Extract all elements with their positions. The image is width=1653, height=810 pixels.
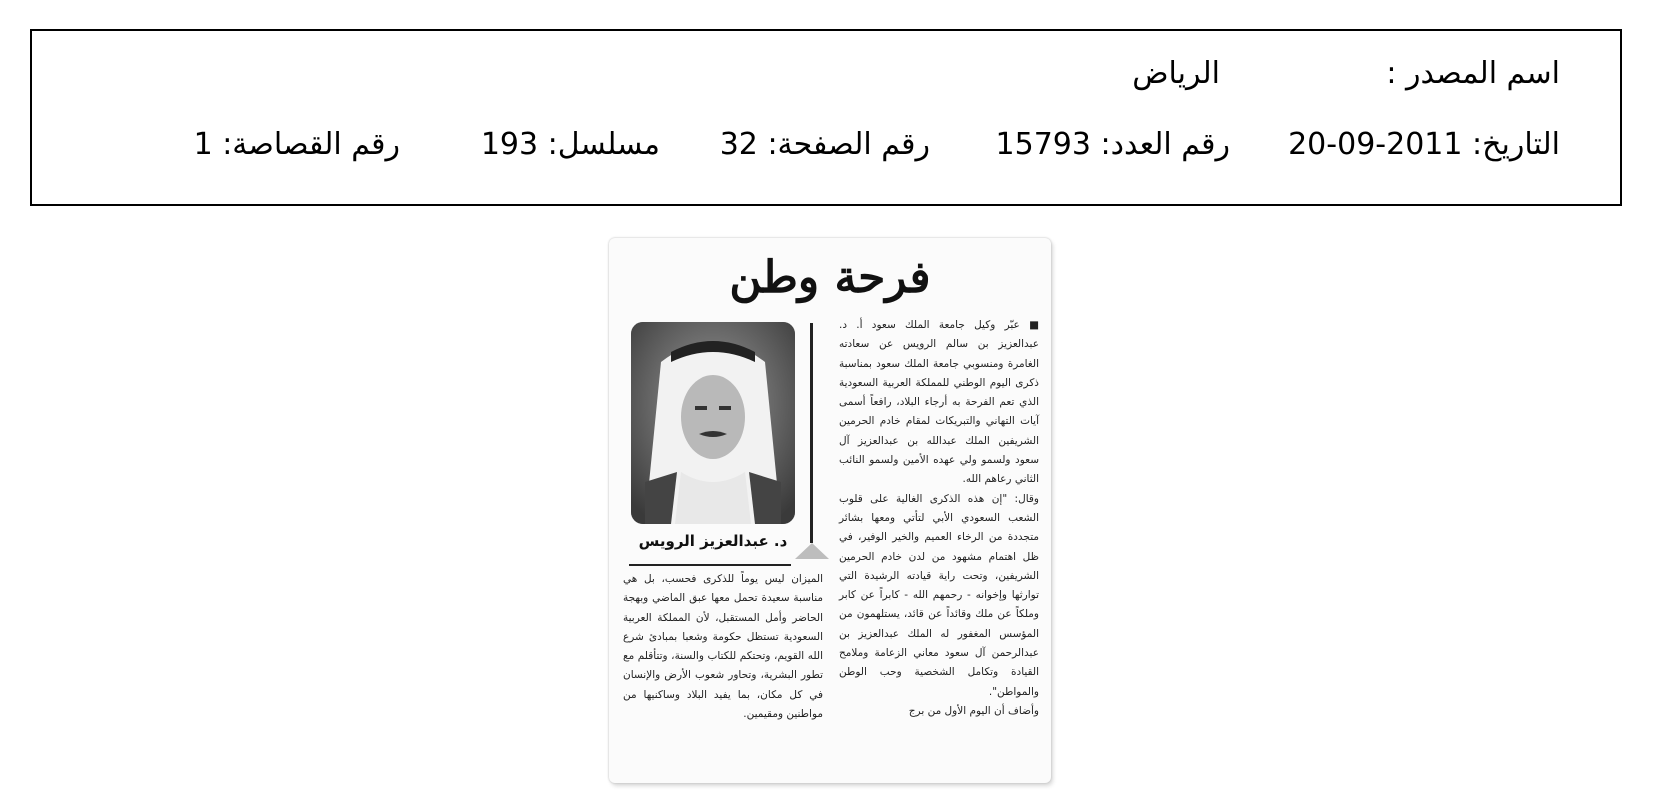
article-left-column: الميزان ليس يوماً للذكرى فحسب، بل هي مناسبة سعيدة تحمل معها عبق الماضي وبهجة الحاضر وأمل المستقبل، لأن المملكة العربية السعودية تستظل حكومة وشعبا بمبادئ شرع الله القويم، وتحتكم للكتاب والسنة، وتتأقلم مع تطور البشرية، وتحاور شعوب الأرض والإنسان في كل مكان، بما يفيد البلاد وساكنيها من مواطنين ومقيمين. — [623, 573, 823, 721]
article-paragraph: وقال: "إن هذه الذكرى الغالية على قلوب الشعب السعودي الأبي لتأتي ومعها بشائر متجددة من الرخاء العميم والخير الوفير، في ظل اهتمام مشهود من لدن خادم الحرمين الشريفين، وتحت راية قيادته الرشيدة التي توارثها وإخوانه - رحمهم الله - كابراً عن كابر وملكاً عن ملك وقائداً عن قائد، يستلهمون من المؤسس المغفور له الملك عبدالعزيز بن عبدالرحمن آل سعود معاني الزعامة وملامح القيادة وتكامل الشخصية وحب الوطن والمواطن". — [839, 492, 1039, 698]
column-divider — [810, 323, 813, 543]
source-label: اسم المصدر : — [1386, 56, 1560, 91]
newspaper-clipping — [609, 238, 1051, 783]
clipping-header-box — [30, 29, 1622, 206]
date-field: التاريخ: 2011-09-20 — [1288, 127, 1560, 162]
article-paragraph: وأضاف أن اليوم الأول من برج — [908, 704, 1039, 717]
caption-underline — [629, 564, 791, 566]
article-paragraph: ■ عبّر وكيل جامعة الملك سعود أ. د. عبدالعزيز بن سالم الرويس عن سعادته الغامرة ومنسوبي جامعة الملك سعود بمناسبة ذكرى اليوم الوطني للمملكة العربية السعودية الذي تعم الفرحة به أرجاء البلاد، رافعاً أسمى آيات التهاني والتبريكات لمقام خادم الحرمين الشريفين الملك عبدالله بن عبدالعزيز آل سعود ولسمو ولي عهده الأمين ولسمو النائب الثاني رعاهم الله. — [839, 319, 1039, 486]
author-photo — [631, 322, 795, 524]
source-value: الرياض — [1132, 56, 1220, 91]
serial-field: مسلسل: 193 — [480, 127, 660, 162]
divider-arrow — [795, 543, 829, 559]
article-right-column — [839, 316, 1039, 721]
clip-number-field: رقم القصاصة: 1 — [193, 127, 400, 162]
photo-caption: د. عبدالعزيز الرويس — [638, 532, 788, 550]
issue-number-field: رقم العدد: 15793 — [995, 127, 1230, 162]
page-number-field: رقم الصفحة: 32 — [719, 127, 930, 162]
article-title: فرحة وطن — [729, 252, 931, 303]
